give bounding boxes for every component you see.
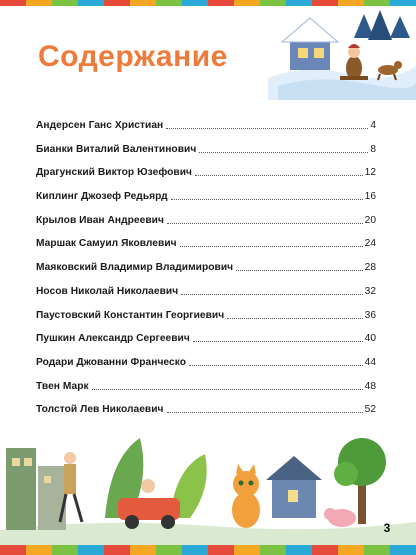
toc-entry [36,156,376,179]
stripe-segment [234,0,260,6]
stripe-segment [208,545,234,555]
toc-author-name: Маршак Самуил Яковлевич [36,238,177,250]
stripe-segment [182,0,208,6]
toc-author-name: Толстой Лев Николаевич [36,404,164,416]
toc-page-number: 52 [364,404,376,416]
toc-dot-leader [167,411,363,413]
stripe-segment [130,545,156,555]
stripe-segment [234,545,260,555]
toc-dot-leader [195,174,363,176]
stripe-segment [0,0,26,6]
winter-sledge-scene-illustration [268,8,416,100]
toc-dot-leader [236,269,363,271]
stripe-segment [52,545,78,555]
toc-dot-leader [171,198,363,200]
toc-page-number: 32 [364,285,376,297]
stripe-segment [0,545,26,555]
toc-page-number: 12 [364,167,376,179]
stripe-segment [208,0,234,6]
stripe-segment [130,0,156,6]
toc-author-name: Твен Марк [36,380,89,392]
page-title: Содержание [38,40,228,73]
toc-page-number: 4 [370,120,376,131]
toc-author-name: Родари Джованни Франческо [36,356,187,368]
toc-author-name: Киплинг Джозеф Редьярд [36,191,168,203]
toc-page-number: 8 [370,143,376,155]
toc-dot-leader [193,340,363,342]
stripe-segment [390,0,416,6]
toc-entry [36,322,376,345]
toc-author-name: Андерсен Ганс Христиан [36,120,164,131]
stripe-segment [260,0,286,6]
toc-author-name: Крылов Иван Андреевич [36,214,164,226]
toc-entry [36,275,376,298]
stripe-segment [26,0,52,6]
stripe-segment [52,0,78,6]
toc-entry [36,251,376,274]
bottom-color-stripe [0,545,416,555]
toc-dot-leader [227,317,362,319]
page-number: 3 [383,521,391,535]
stripe-segment [156,545,182,555]
toc-entry [36,180,376,203]
storybook-characters-illustration [0,418,416,545]
toc-entry [36,346,376,369]
stripe-segment [338,545,364,555]
toc-page-number: 20 [364,214,376,226]
toc-dot-leader [166,127,368,129]
stripe-segment [364,545,390,555]
table-of-contents [36,109,376,464]
stripe-segment [156,0,182,6]
toc-page-number: 28 [364,262,376,274]
stripe-segment [312,545,338,555]
stripe-segment [104,0,130,6]
stripe-segment [364,0,390,6]
toc-author-name: Драгунский Виктор Юзефович [36,167,193,179]
stripe-segment [286,545,312,555]
stripe-segment [260,545,286,555]
stripe-segment [312,0,338,6]
toc-dot-leader [167,222,363,224]
toc-entry [36,393,376,416]
toc-page-number: 36 [364,309,376,321]
stripe-segment [182,545,208,555]
toc-dot-leader [189,364,363,366]
top-color-stripe [0,0,416,6]
toc-page-number: 24 [364,238,376,250]
toc-entry [36,227,376,250]
toc-author-name: Носов Николай Николаевич [36,285,179,297]
toc-page-number: 44 [364,356,376,368]
toc-author-name: Маяковский Владимир Владимирович [36,262,234,274]
stripe-segment [286,0,312,6]
toc-entry [36,299,376,322]
stripe-segment [390,545,416,555]
toc-dot-leader [199,151,368,153]
stripe-segment [78,545,104,555]
toc-dot-leader [181,293,362,295]
toc-dot-leader [180,245,363,247]
stripe-segment [26,545,52,555]
toc-author-name: Бианки Виталий Валентинович [36,143,197,155]
stripe-segment [104,545,130,555]
toc-entry [36,370,376,393]
toc-entry [36,133,376,156]
toc-entry [36,204,376,227]
toc-author-name: Паустовский Константин Георгиевич [36,309,225,321]
toc-page-number: 40 [364,333,376,345]
toc-page-number: 16 [364,191,376,203]
toc-dot-leader [92,388,363,390]
stripe-segment [338,0,364,6]
toc-author-name: Пушкин Александр Сергеевич [36,333,190,345]
toc-page-number: 48 [364,380,376,392]
toc-entry [36,109,376,132]
stripe-segment [78,0,104,6]
